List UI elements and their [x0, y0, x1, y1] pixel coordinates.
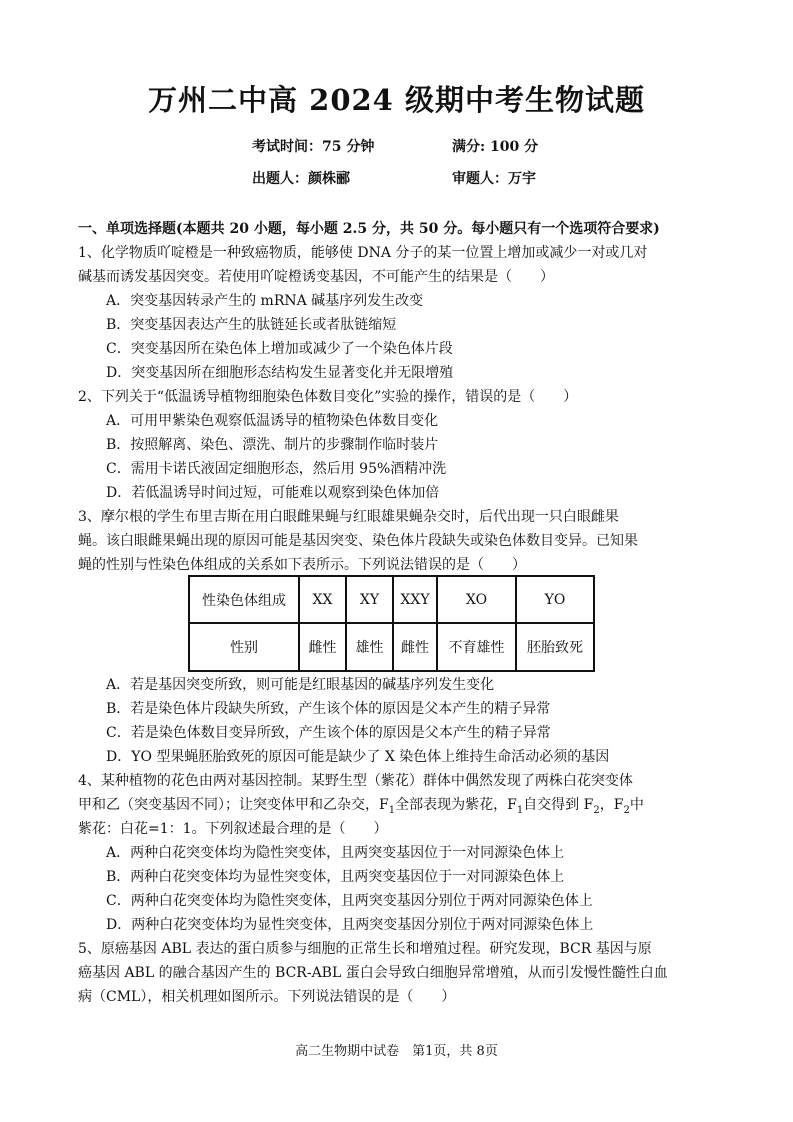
table-header-cell: 性别 [189, 623, 299, 671]
table-cell: XO [437, 576, 516, 623]
q4-stem-line-1: 4、某种植物的花色由两对基因控制。某野生型（紫花）群体中偶然发现了两株白花突变体 [78, 773, 633, 789]
table-cell: XY [346, 576, 393, 623]
q1-option-b: B．突变基因表达产生的肽链延长或者肽链缩短 [106, 317, 397, 333]
table-cell: 雌性 [299, 623, 346, 671]
q1-option-c: C．突变基因所在染色体上增加或减少了一个染色体片段 [106, 341, 453, 357]
q4-option-b: B．两种白花突变体均为显性突变体，且两突变基因位于一对同源染色体上 [106, 869, 565, 885]
q3-option-c: C．若是染色体数目变异所致，产生该个体的原因是父本产生的精子异常 [106, 725, 551, 741]
q3-stem-line-1: 3、摩尔根的学生布里吉斯在用白眼雌果蝇与红眼雄果蝇杂交时，后代出现一只白眼雌果 [78, 509, 619, 525]
table-cell: 不育雄性 [437, 623, 516, 671]
exam-time: 考试时间：75 分钟 [252, 139, 375, 155]
sex-chromosome-table [188, 575, 595, 672]
q5-stem-line-1: 5、原癌基因 ABL 表达的蛋白质参与细胞的正常生长和增殖过程。研究发现，BCR 基因与原 [78, 941, 652, 957]
q3-option-d: D．YO 型果蝇胚胎致死的原因可能是缺少了 X 染色体上维持生命活动必须的基因 [106, 749, 610, 765]
q3-option-a: A．若是基因突变所致，则可能是红眼基因的碱基序列发生变化 [106, 677, 495, 693]
section-heading: 一、单项选择题(本题共 20 小题，每小题 2.5 分，共 50 分。每小题只有一个选项符合要求) [78, 221, 660, 237]
q1-option-d: D．突变基因所在细胞形态结构发生显著变化并无限增殖 [106, 365, 454, 381]
exam-title: 万州二中高 2024 级期中考生物试题 [148, 83, 645, 117]
q4-stem-line-3: 紫花：白花=1：1。下列叙述最合理的是（ ） [78, 821, 388, 837]
table-cell: 雌性 [393, 623, 437, 671]
q1-option-a: A．突变基因转录产生的 mRNA 碱基序列发生改变 [106, 293, 424, 309]
table-cell: XX [299, 576, 346, 623]
table-header-cell: 性染色体组成 [189, 576, 299, 623]
q1-stem-line-2: 碱基而诱发基因突变。若使用吖啶橙诱变基因，不可能产生的结果是（ ） [78, 269, 554, 285]
q3-option-b: B．若是染色体片段缺失所致，产生该个体的原因是父本产生的精子异常 [106, 701, 551, 717]
q5-stem-line-3: 病（CML），相关机理如图所示。下列说法错误的是（ ） [78, 989, 456, 1005]
q1-stem-line-1: 1、化学物质吖啶橙是一种致癌物质，能够使 DNA 分子的某一位置上增加或减少一对或几对 [78, 245, 648, 261]
q4-option-c: C．两种白花突变体均为隐性突变体，且两突变基因分别位于两对同源染色体上 [106, 893, 593, 909]
q3-stem-line-2: 蝇。该白眼雌果蝇出现的原因可能是基因突变、染色体片段缺失或染色体数目变异。已知果 [78, 533, 638, 549]
q4-option-a: A．两种白花突变体均为隐性突变体，且两突变基因位于一对同源染色体上 [106, 845, 565, 861]
q2-stem-line-1: 2、下列关于“低温诱导植物细胞染色体数目变化”实验的操作，错误的是（ ） [78, 389, 578, 405]
q4-stem-line-2: 甲和乙（突变基因不同）；让突变体甲和乙杂交，$F_1$全部表现为紫花，$F_1$自交得到 $F_2$，$F_2$中 [78, 797, 644, 816]
q2-option-a: A．可用甲紫染色观察低温诱导的植物染色体数目变化 [106, 413, 439, 429]
table-cell: YO [516, 576, 594, 623]
table-cell: XXY [393, 576, 437, 623]
q2-option-b: B．按照解离、染色、漂洗、制片的步骤制作临时装片 [106, 437, 439, 453]
table-row [189, 623, 594, 671]
q5-stem-line-2: 癌基因 ABL 的融合基因产生的 BCR-ABL 蛋白会导致白细胞异常增殖，从而引发慢性髓性白血 [78, 965, 668, 981]
question-reviewer: 审题人：万宇 [452, 171, 536, 187]
question-author: 出题人：颜株郦 [252, 171, 350, 187]
q2-option-c: C．需用卡诺氏液固定细胞形态，然后用 95%酒精冲洗 [106, 461, 447, 477]
q3-stem-line-3: 蝇的性别与性染色体组成的关系如下表所示。下列说法错误的是（ ） [78, 557, 526, 573]
q4-option-d: D．两种白花突变体均为显性突变体，且两突变基因分别位于两对同源染色体上 [106, 917, 594, 933]
full-score: 满分: 100 分 [452, 139, 539, 155]
table-cell: 雄性 [346, 623, 393, 671]
table-row [189, 576, 594, 623]
table-cell: 胚胎致死 [516, 623, 594, 671]
q2-option-d: D．若低温诱导时间过短，可能难以观察到染色体加倍 [106, 485, 440, 501]
page-footer: 高二生物期中试卷 第1页，共 8页 [295, 1044, 498, 1059]
